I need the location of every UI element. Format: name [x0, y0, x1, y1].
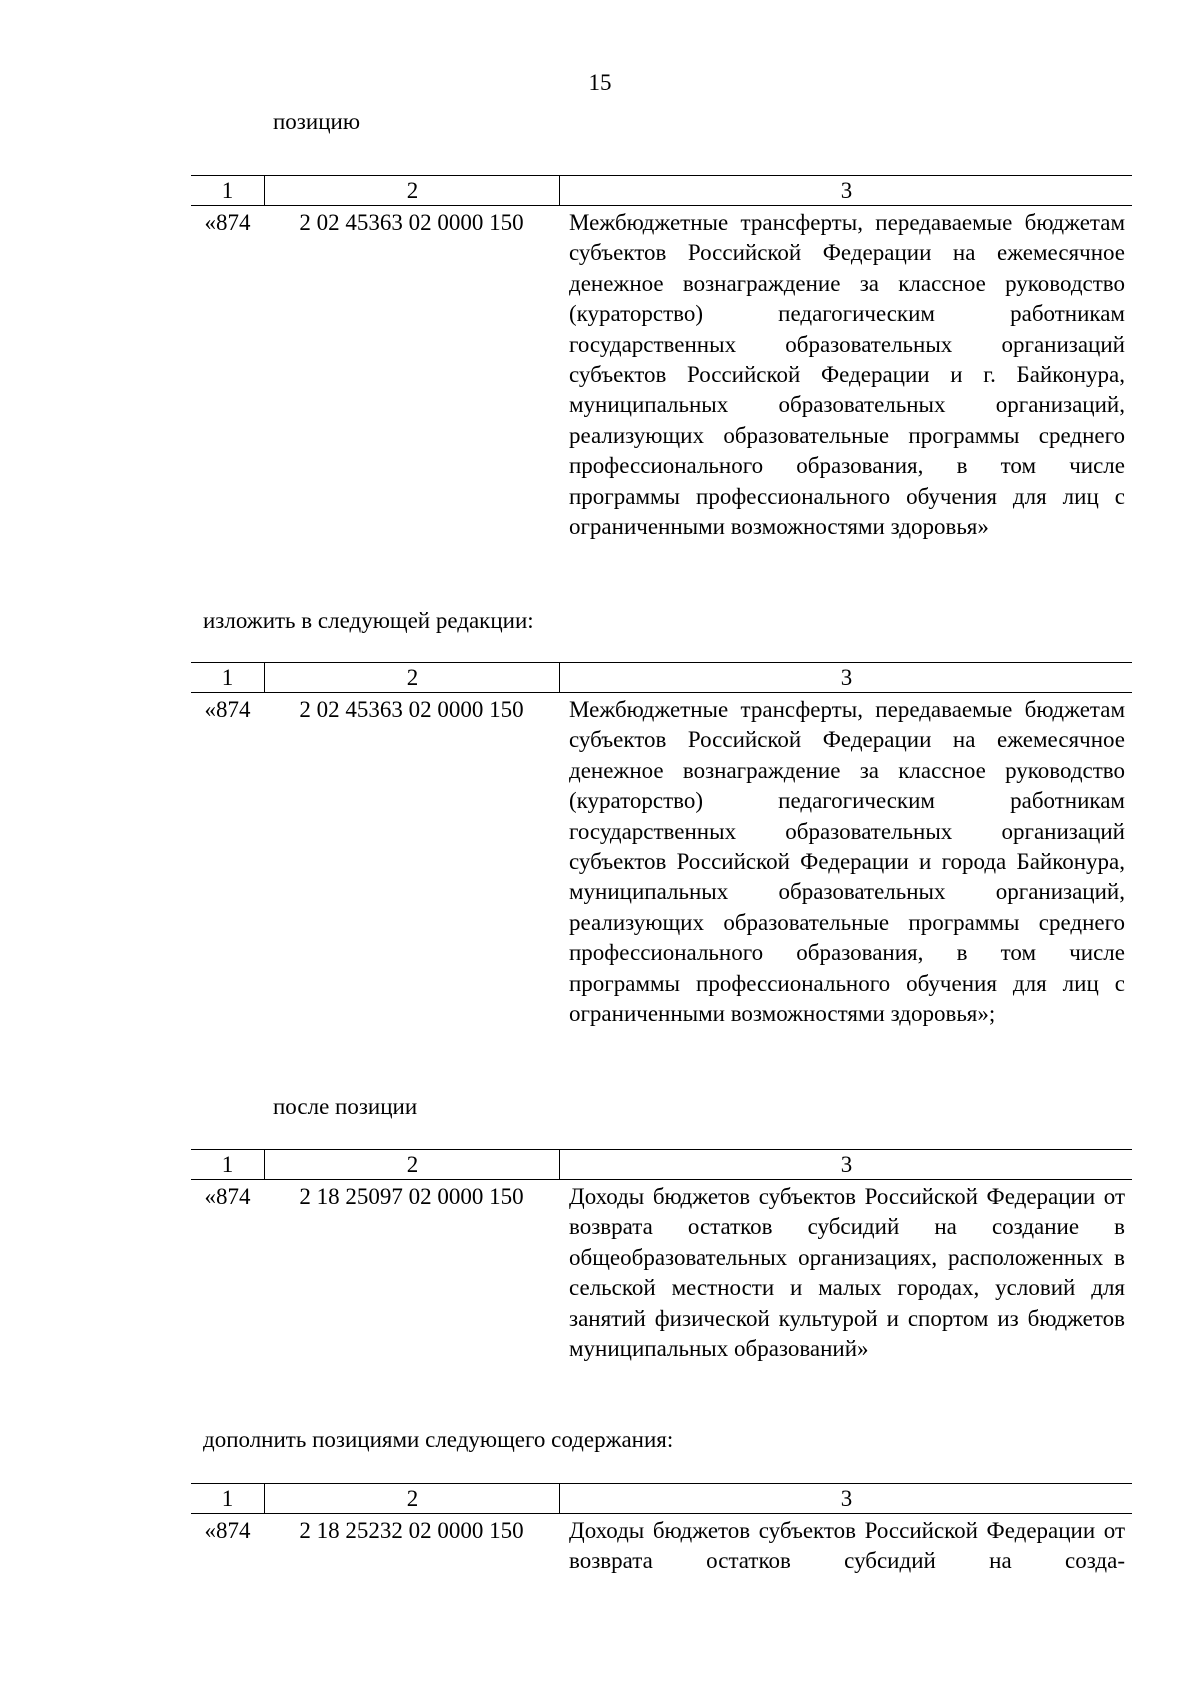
- admin-code: «874: [204, 697, 251, 722]
- header-col-3: 3: [559, 1150, 1133, 1179]
- revenue-table-4: [191, 1483, 1132, 1577]
- revenue-table-3: [191, 1149, 1132, 1364]
- paragraph-after-position: после позиции: [273, 1094, 418, 1119]
- table-header: [191, 1149, 1132, 1180]
- header-col-2: 2: [264, 1484, 560, 1513]
- header-col-1: 1: [221, 1152, 234, 1177]
- table-row: [191, 1180, 1132, 1364]
- table-header: [191, 175, 1132, 206]
- admin-code: «874: [204, 210, 251, 235]
- header-col-3: 3: [559, 663, 1133, 692]
- revenue-description: Межбюджетные трансферты, передаваемые бюджетам субъектов Российской Федерации на ежемесячное денежное вознаграждение за классное руководство (кураторство) педагогическим работникам государственных образовательных организаций субъектов Российской Федерации и г. Байконура, муниципальных образовательных организаций, реализующих образовательные программы среднего профессионального образования, в том числе программы профессионального обучения для лиц с ограниченными возможностями здоровья»: [569, 210, 1125, 540]
- table-row: [191, 1514, 1132, 1577]
- header-col-1: 1: [221, 1486, 234, 1511]
- table-row: [191, 206, 1132, 542]
- paragraph-supplement: дополнить позициями следующего содержания:: [203, 1427, 674, 1452]
- header-col-2: 2: [264, 176, 560, 205]
- budget-code: 2 02 45363 02 0000 150: [299, 697, 524, 722]
- header-col-2: 2: [264, 663, 560, 692]
- header-col-3: 3: [559, 176, 1133, 205]
- header-col-1: 1: [221, 665, 234, 690]
- revenue-description: Доходы бюджетов субъектов Российской Федерации от возврата остатков субсидий на созда-: [569, 1518, 1125, 1574]
- paragraph-position: позицию: [273, 109, 361, 134]
- revenue-table-1: [191, 175, 1132, 542]
- admin-code: «874: [204, 1518, 251, 1543]
- header-col-2: 2: [264, 1150, 560, 1179]
- paragraph-new-edition: изложить в следующей редакции:: [203, 608, 534, 633]
- header-col-3: 3: [559, 1484, 1133, 1513]
- revenue-description: Доходы бюджетов субъектов Российской Федерации от возврата остатков субсидий на создание в общеобразовательных организациях, расположенных в сельской местности и малых городах, условий для занятий физической культурой и спортом из бюджетов муниципальных образований»: [569, 1184, 1125, 1362]
- budget-code: 2 02 45363 02 0000 150: [299, 210, 524, 235]
- budget-code: 2 18 25097 02 0000 150: [299, 1184, 524, 1209]
- table-header: [191, 662, 1132, 693]
- page-number: 15: [588, 70, 612, 95]
- header-col-1: 1: [221, 178, 234, 203]
- revenue-description: Межбюджетные трансферты, передаваемые бюджетам субъектов Российской Федерации на ежемесячное денежное вознаграждение за классное руководство (кураторство) педагогическим работникам государственных образовательных организаций субъектов Российской Федерации и города Байконура, муниципальных образовательных организаций, реализующих образовательные программы среднего профессионального образования, в том числе программы профессионального обучения для лиц с ограниченными возможностями здоровья»;: [569, 697, 1125, 1027]
- table-row: [191, 693, 1132, 1029]
- budget-code: 2 18 25232 02 0000 150: [299, 1518, 524, 1543]
- table-header: [191, 1483, 1132, 1514]
- admin-code: «874: [204, 1184, 251, 1209]
- revenue-table-2: [191, 662, 1132, 1029]
